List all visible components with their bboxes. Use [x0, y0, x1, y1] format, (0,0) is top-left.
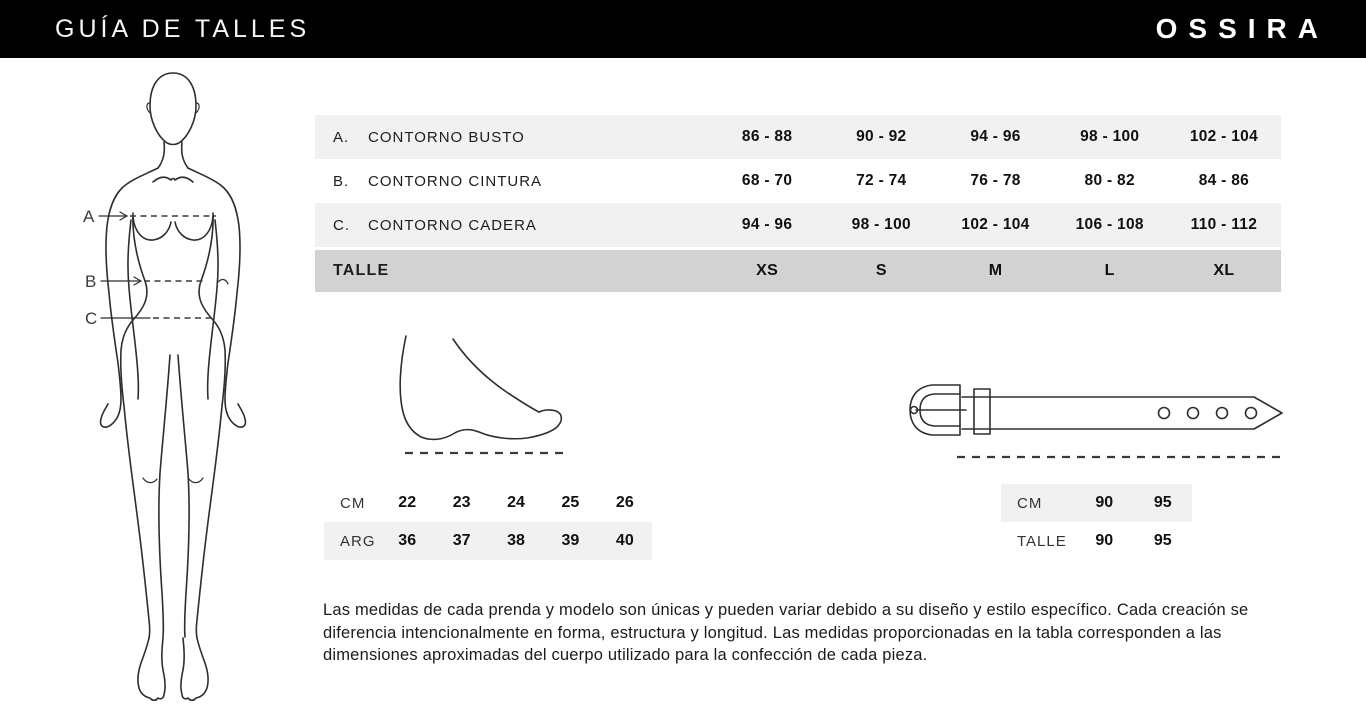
cell-value: 106 - 108 — [1075, 216, 1144, 233]
row-label — [315, 129, 710, 146]
cell-value: 39 — [561, 532, 580, 549]
row-letter: B. — [333, 172, 350, 190]
size-table — [315, 115, 1281, 292]
cell-value: 90 — [1095, 532, 1114, 549]
table-row-hip — [315, 203, 1281, 247]
row-label: ARG — [340, 532, 376, 550]
foot-illustration — [393, 332, 583, 462]
footnote-text: Las medidas de cada prenda y modelo son únicas y pueden variar debido a su diseño y estilo específico. Cada creación se diferencia intencionalmente en forma, estructura y longitud. Las medidas proporcionadas en la tabla corresponden a las dimensiones aproximadas del cuerpo utilizado para la confección de cada pieza. — [323, 601, 1249, 664]
row-name: CONTORNO CADERA — [368, 216, 537, 234]
cell-value: XL — [1213, 262, 1235, 279]
cell-value: 94 - 96 — [970, 128, 1021, 145]
belt-size-table — [1001, 484, 1192, 560]
cell-value: 36 — [398, 532, 417, 549]
row-label: TALLE — [1017, 532, 1067, 550]
belt-illustration — [902, 372, 1287, 467]
row-letter: A. — [333, 128, 350, 146]
table-row-waist — [315, 159, 1281, 203]
shoe-size-table — [324, 484, 652, 560]
row-letter: C. — [333, 216, 350, 234]
cell-value: M — [988, 262, 1003, 279]
cell-value: 25 — [561, 494, 580, 511]
cell-value: XS — [756, 262, 779, 279]
cell-value: 84 - 86 — [1198, 172, 1250, 189]
cell-value: 76 - 78 — [970, 172, 1021, 189]
row-label: CM — [1017, 494, 1043, 512]
row-label — [315, 173, 710, 190]
cell-value: 102 - 104 — [1189, 128, 1259, 145]
cell-value: 102 - 104 — [961, 216, 1030, 233]
table-row-talle — [315, 250, 1281, 292]
cell-value: 95 — [1153, 532, 1172, 549]
measure-label-b: B — [85, 272, 97, 291]
cell-value: 72 - 74 — [856, 172, 907, 189]
table-row-bust — [315, 115, 1281, 159]
cell-value: 22 — [398, 494, 417, 511]
cell-value: 24 — [507, 494, 525, 511]
cell-value: 23 — [452, 494, 471, 511]
cell-value: 37 — [452, 532, 471, 549]
header-bar — [0, 0, 1366, 58]
cell-value: L — [1104, 262, 1115, 279]
cell-value: 98 - 100 — [851, 216, 911, 233]
cell-value: S — [875, 262, 887, 279]
cell-value: 90 — [1095, 494, 1114, 511]
belt-row-cm — [1001, 484, 1192, 522]
body-figure-illustration — [50, 58, 305, 713]
cell-value: 90 - 92 — [856, 128, 907, 145]
cell-value: 80 - 82 — [1084, 172, 1135, 189]
cell-value: 40 — [615, 532, 634, 549]
cell-value: 94 - 96 — [741, 216, 793, 233]
cell-value: 110 - 112 — [1190, 216, 1258, 233]
belt-row-talle — [1001, 522, 1192, 560]
measure-label-c: C — [85, 309, 98, 328]
cell-value: 86 - 88 — [741, 128, 793, 145]
row-label — [315, 217, 710, 234]
cell-value: 98 - 100 — [1080, 128, 1140, 145]
cell-value: 38 — [507, 532, 525, 549]
page-title: GUÍA DE TALLES — [55, 14, 311, 43]
brand-logo: OSSIRA — [1155, 13, 1329, 44]
shoe-row-cm — [324, 484, 652, 522]
row-label: TALLE — [333, 262, 390, 279]
measure-label-a: A — [83, 207, 95, 226]
row-name: CONTORNO CINTURA — [368, 172, 543, 190]
shoe-row-arg — [324, 522, 652, 560]
cell-value: 26 — [615, 494, 634, 511]
cell-value: 95 — [1153, 494, 1172, 511]
row-name: CONTORNO BUSTO — [368, 128, 525, 146]
cell-value: 68 - 70 — [741, 172, 793, 189]
row-label: CM — [340, 494, 366, 512]
